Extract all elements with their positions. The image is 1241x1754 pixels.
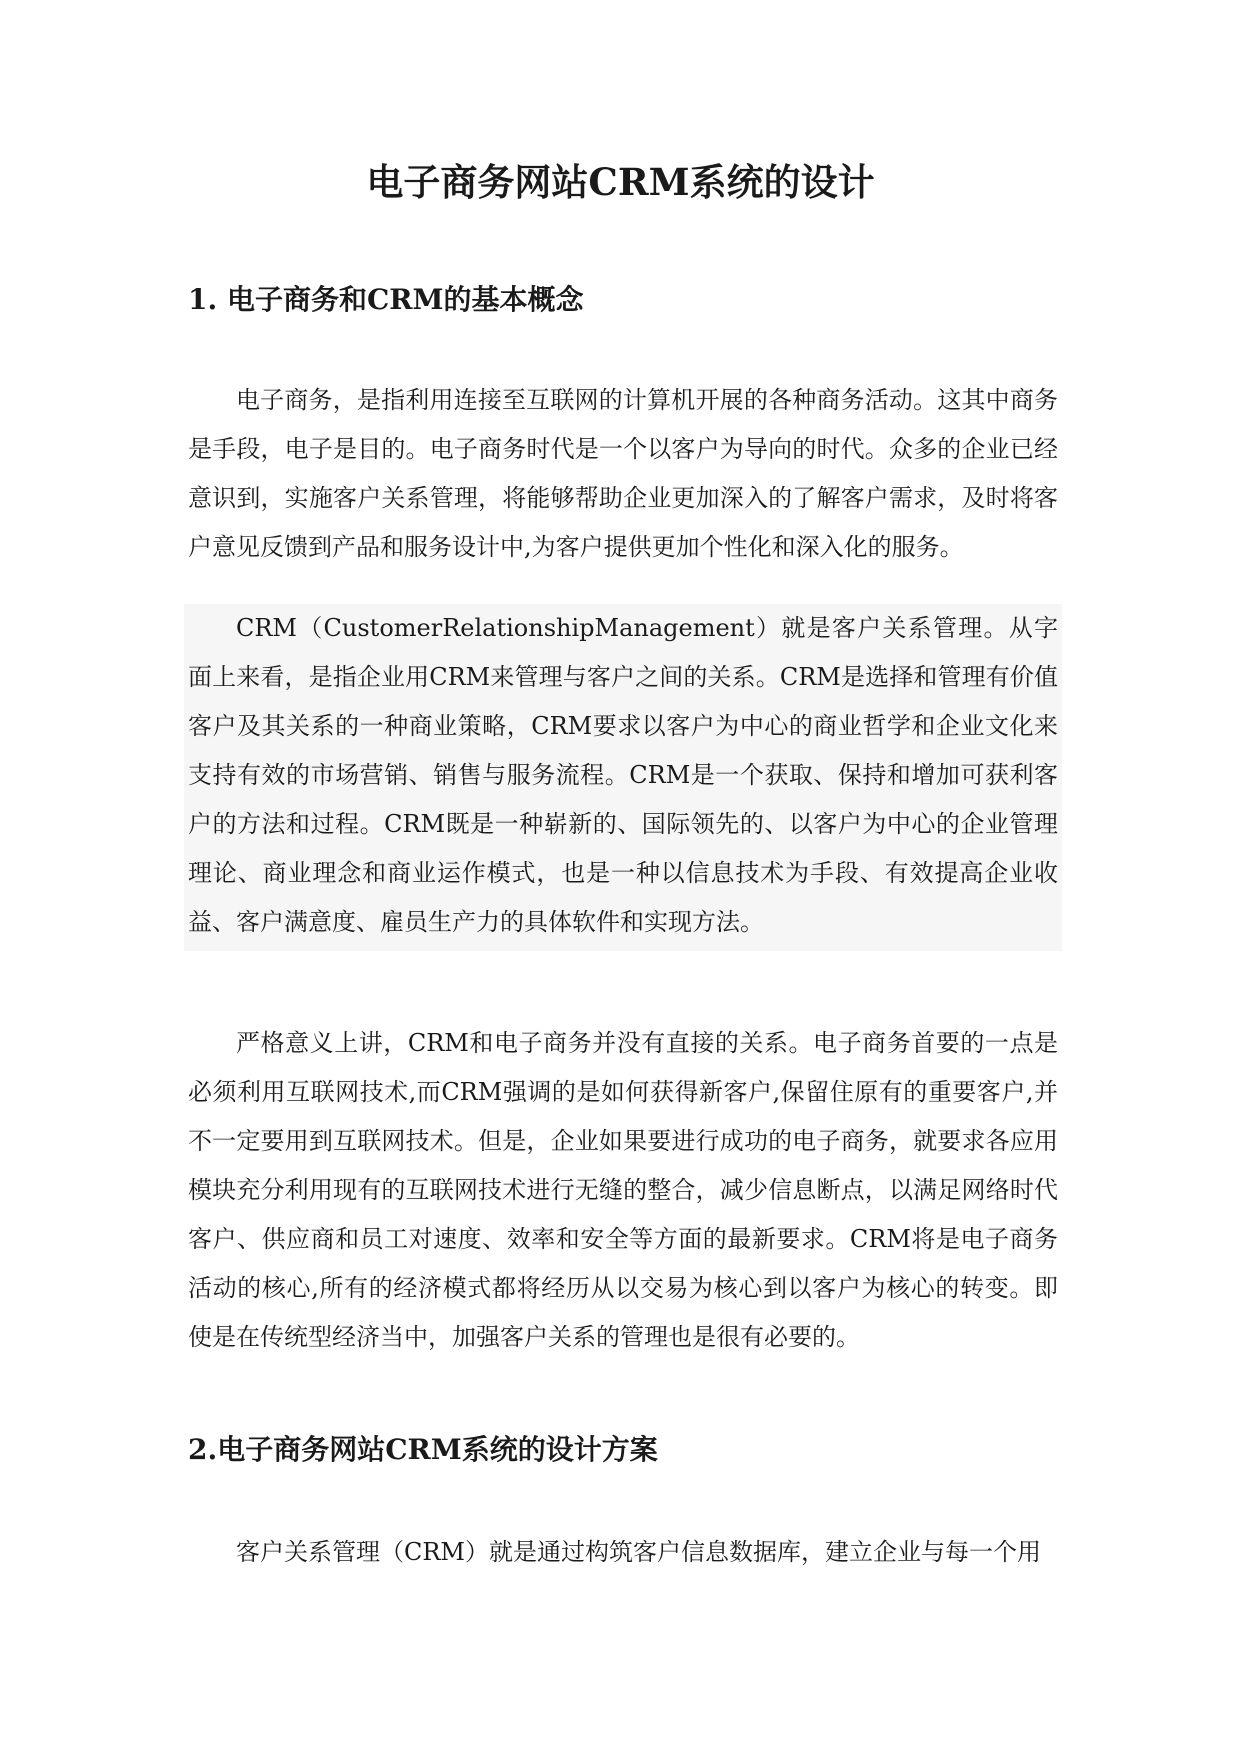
paragraph-crm-definition: CRM（CustomerRelationshipManagement）就是客户关系管理。从字面上来看，是指企业用CRM来管理与客户之间的关系。CRM是选择和管理有价值客户及其关系的一种商业策略，CRM要求以客户为中心的商业哲学和企业文化来支持有效的市场营销、销售与服务流程。CRM是一个获取、保持和增加可获利客户的方法和过程。CRM既是一种崭新的、国际领先的、以客户为中心的企业管理理论、商业理念和商业运作模式，也是一种以信息技术为手段、有效提高企业收益、客户满意度、雇员生产力的具体软件和实现方法。 bbox=[184, 604, 1062, 951]
document-title: 电子商务网站CRM系统的设计 bbox=[366, 160, 875, 204]
paragraph-crm-design-intro: 客户关系管理（CRM）就是通过构筑客户信息数据库，建立企业与每一个用 bbox=[236, 1538, 1042, 1566]
paragraph-ecommerce-definition: 电子商务，是指利用连接至互联网的计算机开展的各种商务活动。这其中商务是手段，电子是目的。电子商务时代是一个以客户为导向的时代。众多的企业已经意识到，实施客户关系管理，将能够帮助企业更加深入的了解客户需求，及时将客户意见反馈到产品和服务设计中,为客户提供更加个性化和深入化的服务。 bbox=[188, 386, 1058, 561]
section-heading-1: 1. 电子商务和CRM的基本概念 bbox=[188, 283, 584, 316]
section-heading-2: 2.电子商务网站CRM系统的设计方案 bbox=[188, 1433, 658, 1466]
paragraph-crm-ecommerce-relation: 严格意义上讲，CRM和电子商务并没有直接的关系。电子商务首要的一点是必须利用互联网技术,而CRM强调的是如何获得新客户,保留住原有的重要客户,并不一定要用到互联网技术。但是，企业如果要进行成功的电子商务，就要求各应用模块充分利用现有的互联网技术进行无缝的整合，减少信息断点，以满足网络时代客户、供应商和员工对速度、效率和安全等方面的最新要求。CRM将是电子商务活动的核心,所有的经济模式都将经历从以交易为核心到以客户为核心的转变。即使是在传统型经济当中，加强客户关系的管理也是很有必要的。 bbox=[188, 1029, 1058, 1351]
